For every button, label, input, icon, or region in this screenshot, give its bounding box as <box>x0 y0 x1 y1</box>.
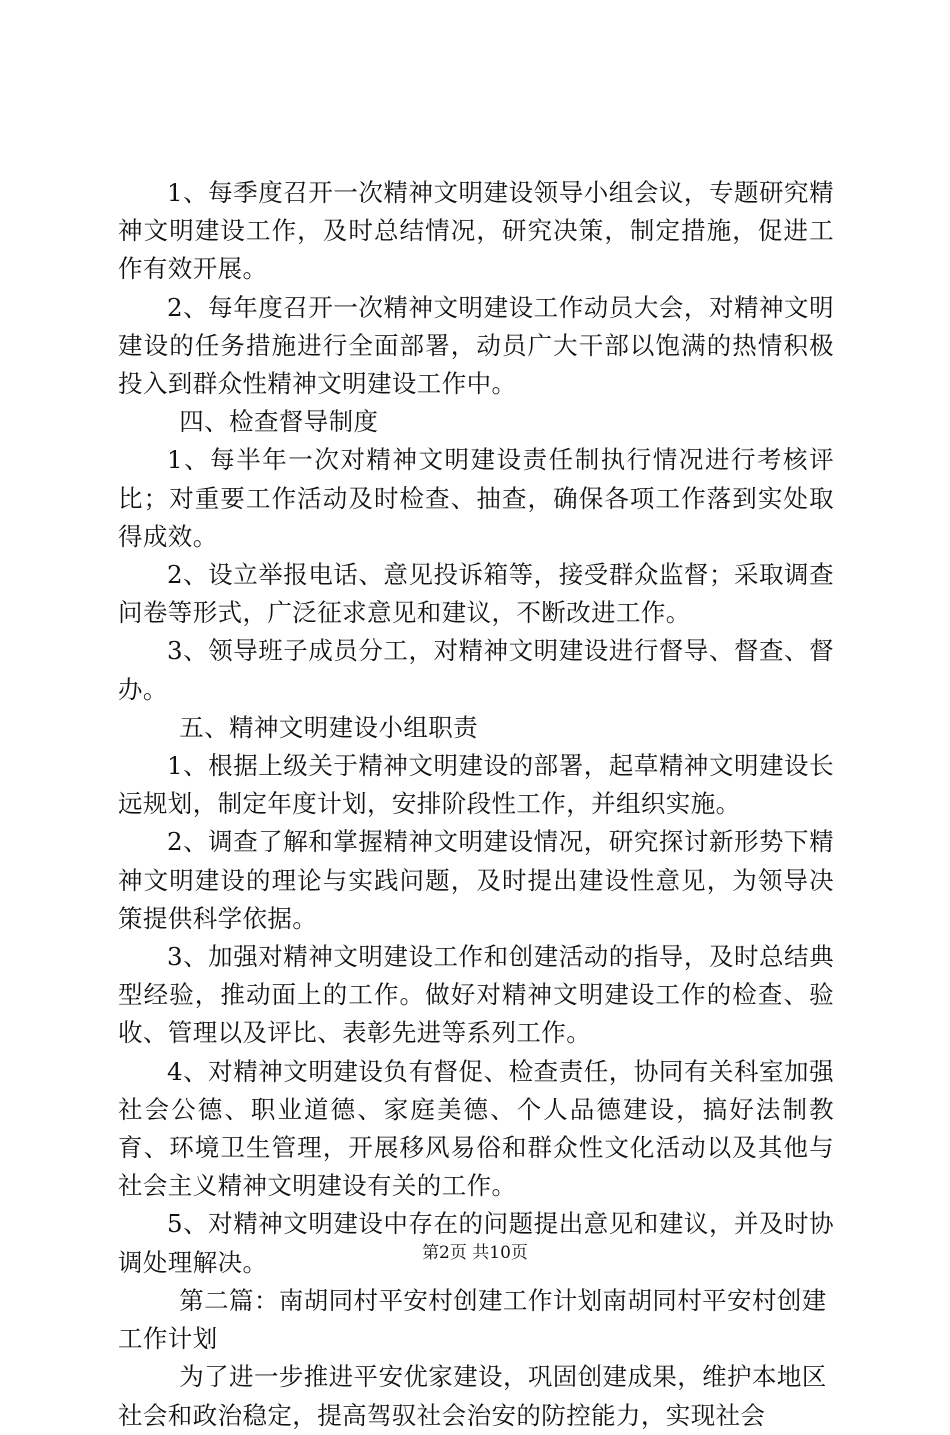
page-number-footer: 第2页 共10页 <box>422 1243 528 1263</box>
paragraph-3: 1、每半年一次对精神文明建设责任制执行情况进行考核评比；对重要工作活动及时检查、抽查，确保各项工作落到实处取得成效。 <box>118 445 834 551</box>
paragraph-1: 1、每季度召开一次精神文明建设领导小组会议，专题研究精神文明建设工作，及时总结情况，研究决策，制定措施，促进工作有效开展。 <box>118 178 834 284</box>
paragraph-8: 3、加强对精神文明建设工作和创建活动的指导，及时总结典型经验，推动面上的工作。做好对精神文明建设工作的检查、验收、管理以及评比、表彰先进等系列工作。 <box>118 942 834 1048</box>
paragraph-5: 3、领导班子成员分工，对精神文明建设进行督导、督查、督办。 <box>118 636 834 704</box>
part-two-title: 第二篇：南胡同村平安村创建工作计划南胡同村平安村创建工作计划 <box>118 1285 827 1354</box>
section-heading-4: 四、检查督导制度 <box>179 407 379 437</box>
paragraph-9: 4、对精神文明建设负有督促、检查责任，协同有关科室加强社会公德、职业道德、家庭美德、个人品德建设，搞好法制教育、环境卫生管理，开展移风易俗和群众性文化活动以及其他与社会主义精神文明建设有关的工作。 <box>118 1056 834 1201</box>
paragraph-4: 2、设立举报电话、意见投诉箱等，接受群众监督；采取调查问卷等形式，广泛征求意见和建议，不断改进工作。 <box>118 560 834 628</box>
paragraph-6: 1、根据上级关于精神文明建设的部署，起草精神文明建设长远规划，制定年度计划，安排阶段性工作，并组织实施。 <box>118 751 834 819</box>
paragraph-10: 5、对精神文明建设中存在的问题提出意见和建议，并及时协调处理解决。 <box>118 1209 834 1277</box>
section-heading-5: 五、精神文明建设小组职责 <box>179 712 479 742</box>
paragraph-2: 2、每年度召开一次精神文明建设工作动员大会，对精神文明建设的任务措施进行全面部署，动员广大干部以饱满的热情积极投入到群众性精神文明建设工作中。 <box>118 292 834 399</box>
paragraph-11: 为了进一步推进平安优家建设，巩固创建成果，维护本地区社会和政治稳定，提高驾驭社会治安的防控能力，实现社会 <box>118 1362 827 1430</box>
paragraph-7: 2、调查了解和掌握精神文明建设情况，研究探讨新形势下精神文明建设的理论与实践问题，及时提出建设性意见，为领导决策提供科学依据。 <box>118 827 834 933</box>
